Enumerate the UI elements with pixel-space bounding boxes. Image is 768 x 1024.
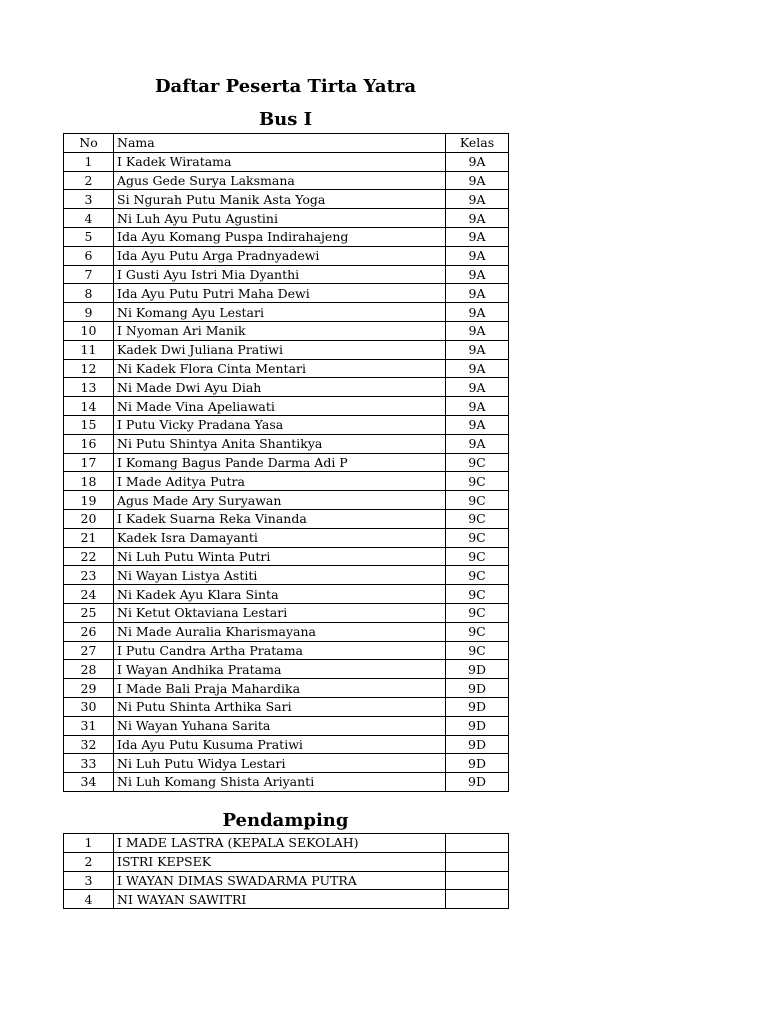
cell-kelas: 9C — [446, 528, 509, 547]
cell-no: 28 — [64, 660, 114, 679]
cell-no: 23 — [64, 566, 114, 585]
table-row — [64, 434, 509, 453]
cell-kelas: 9C — [446, 622, 509, 641]
table-row — [64, 453, 509, 472]
table-row — [64, 528, 509, 547]
table-row — [64, 834, 509, 853]
cell-nama: Ni Luh Putu Widya Lestari — [114, 754, 446, 773]
cell-nama: I Made Aditya Putra — [114, 472, 446, 491]
cell-no: 2 — [64, 852, 114, 871]
cell-no: 22 — [64, 547, 114, 566]
cell-kelas: 9C — [446, 491, 509, 510]
table-row — [64, 754, 509, 773]
cell-nama: Kadek Isra Damayanti — [114, 528, 446, 547]
cell-nama: Agus Gede Surya Laksmana — [114, 171, 446, 190]
table-row — [64, 871, 509, 890]
cell-nama: Ida Ayu Putu Kusuma Pratiwi — [114, 735, 446, 754]
table-row — [64, 585, 509, 604]
cell-kelas: 9C — [446, 585, 509, 604]
cell-kelas: 9A — [446, 265, 509, 284]
cell-kelas: 9A — [446, 246, 509, 265]
cell-nama: Ni Putu Shinta Arthika Sari — [114, 697, 446, 716]
table-row — [64, 622, 509, 641]
cell-nama: I Nyoman Ari Manik — [114, 321, 446, 340]
cell-no: 18 — [64, 472, 114, 491]
table-row — [64, 890, 509, 909]
cell-nama: I WAYAN DIMAS SWADARMA PUTRA — [114, 871, 446, 890]
cell-no: 3 — [64, 190, 114, 209]
cell-nama: Ida Ayu Putu Putri Maha Dewi — [114, 284, 446, 303]
cell-no: 13 — [64, 378, 114, 397]
cell-no: 27 — [64, 641, 114, 660]
cell-no: 10 — [64, 321, 114, 340]
cell-kelas: 9C — [446, 641, 509, 660]
cell-kelas: 9D — [446, 735, 509, 754]
cell-no: 12 — [64, 359, 114, 378]
cell-nama: Ni Kadek Flora Cinta Mentari — [114, 359, 446, 378]
cell-no: 31 — [64, 716, 114, 735]
cell-kelas: 9D — [446, 660, 509, 679]
cell-kelas: 9A — [446, 340, 509, 359]
cell-kelas: 9A — [446, 397, 509, 416]
cell-nama: Ni Made Vina Apeliawati — [114, 397, 446, 416]
table-row — [64, 547, 509, 566]
column-header-no: No — [64, 134, 114, 153]
cell-kelas: 9A — [446, 209, 509, 228]
cell-no: 3 — [64, 871, 114, 890]
table-row — [64, 735, 509, 754]
cell-nama: Ni Wayan Listya Astiti — [114, 566, 446, 585]
cell-kelas: 9A — [446, 359, 509, 378]
table-row — [64, 415, 509, 434]
cell-no: 21 — [64, 528, 114, 547]
document-subtitle: Bus I — [258, 109, 313, 130]
cell-nama: Kadek Dwi Juliana Pratiwi — [114, 340, 446, 359]
cell-nama: NI WAYAN SAWITRI — [114, 890, 446, 909]
cell-nama: Ni Kadek Ayu Klara Sinta — [114, 585, 446, 604]
cell-kelas: 9A — [446, 171, 509, 190]
table-row — [64, 472, 509, 491]
cell-no: 14 — [64, 397, 114, 416]
cell-kelas: 9C — [446, 547, 509, 566]
cell-no: 30 — [64, 697, 114, 716]
cell-nama: Ni Wayan Yuhana Sarita — [114, 716, 446, 735]
cell-no: 8 — [64, 284, 114, 303]
cell-kelas: 9A — [446, 190, 509, 209]
cell-kelas: 9A — [446, 284, 509, 303]
cell-nama: I Gusti Ayu Istri Mia Dyanthi — [114, 265, 446, 284]
cell-no: 19 — [64, 491, 114, 510]
cell-no: 1 — [64, 152, 114, 171]
cell-nama: Ni Luh Ayu Putu Agustini — [114, 209, 446, 228]
cell-no: 26 — [64, 622, 114, 641]
cell-no: 33 — [64, 754, 114, 773]
cell-nama: I Made Bali Praja Mahardika — [114, 679, 446, 698]
peserta-table — [63, 133, 509, 792]
cell-kelas: 9D — [446, 716, 509, 735]
table-row — [64, 716, 509, 735]
table-row — [64, 603, 509, 622]
cell-no: 11 — [64, 340, 114, 359]
cell-kelas — [446, 871, 509, 890]
table-row — [64, 265, 509, 284]
table-row — [64, 397, 509, 416]
pendamping-table-body — [64, 834, 509, 909]
cell-no: 4 — [64, 209, 114, 228]
cell-kelas: 9A — [446, 415, 509, 434]
cell-nama: I Putu Candra Artha Pratama — [114, 641, 446, 660]
cell-kelas: 9A — [446, 434, 509, 453]
table-row — [64, 660, 509, 679]
cell-no: 16 — [64, 434, 114, 453]
cell-kelas: 9C — [446, 472, 509, 491]
table-row — [64, 378, 509, 397]
cell-nama: Ni Made Dwi Ayu Diah — [114, 378, 446, 397]
cell-nama: Si Ngurah Putu Manik Asta Yoga — [114, 190, 446, 209]
cell-kelas — [446, 890, 509, 909]
column-header-kelas: Kelas — [446, 134, 509, 153]
cell-no: 17 — [64, 453, 114, 472]
cell-no: 32 — [64, 735, 114, 754]
cell-nama: Ni Putu Shintya Anita Shantikya — [114, 434, 446, 453]
cell-kelas: 9C — [446, 566, 509, 585]
cell-kelas: 9D — [446, 773, 509, 792]
cell-kelas: 9A — [446, 227, 509, 246]
cell-nama: Ni Luh Putu Winta Putri — [114, 547, 446, 566]
document-title: Daftar Peserta Tirta Yatra — [154, 76, 417, 97]
table-row — [64, 227, 509, 246]
cell-kelas: 9A — [446, 321, 509, 340]
cell-kelas: 9A — [446, 378, 509, 397]
pendamping-table — [63, 833, 509, 909]
cell-no: 5 — [64, 227, 114, 246]
cell-no: 6 — [64, 246, 114, 265]
table-row — [64, 491, 509, 510]
table-row — [64, 852, 509, 871]
cell-no: 34 — [64, 773, 114, 792]
table-header-row — [64, 134, 509, 153]
column-header-nama: Nama — [114, 134, 446, 153]
cell-kelas: 9C — [446, 603, 509, 622]
cell-no: 15 — [64, 415, 114, 434]
pendamping-heading: Pendamping — [222, 810, 349, 831]
table-row — [64, 697, 509, 716]
cell-nama: Ida Ayu Putu Arga Pradnyadewi — [114, 246, 446, 265]
cell-kelas: 9C — [446, 509, 509, 528]
cell-nama: Ni Ketut Oktaviana Lestari — [114, 603, 446, 622]
cell-no: 29 — [64, 679, 114, 698]
cell-no: 24 — [64, 585, 114, 604]
cell-kelas: 9C — [446, 453, 509, 472]
cell-nama: ISTRI KEPSEK — [114, 852, 446, 871]
table-row — [64, 340, 509, 359]
table-row — [64, 303, 509, 322]
cell-no: 25 — [64, 603, 114, 622]
cell-kelas: 9D — [446, 754, 509, 773]
cell-kelas: 9A — [446, 152, 509, 171]
cell-no: 20 — [64, 509, 114, 528]
cell-nama: I Putu Vicky Pradana Yasa — [114, 415, 446, 434]
table-row — [64, 679, 509, 698]
table-row — [64, 641, 509, 660]
cell-nama: Agus Made Ary Suryawan — [114, 491, 446, 510]
cell-kelas: 9A — [446, 303, 509, 322]
cell-nama: Ni Komang Ayu Lestari — [114, 303, 446, 322]
cell-nama: I Kadek Wiratama — [114, 152, 446, 171]
table-row — [64, 773, 509, 792]
table-row — [64, 246, 509, 265]
cell-nama: I MADE LASTRA (KEPALA SEKOLAH) — [114, 834, 446, 853]
cell-nama: Ni Made Auralia Kharismayana — [114, 622, 446, 641]
table-row — [64, 284, 509, 303]
cell-kelas: 9D — [446, 697, 509, 716]
cell-no: 2 — [64, 171, 114, 190]
cell-kelas — [446, 852, 509, 871]
table-row — [64, 171, 509, 190]
cell-nama: Ida Ayu Komang Puspa Indirahajeng — [114, 227, 446, 246]
cell-no: 7 — [64, 265, 114, 284]
table-row — [64, 152, 509, 171]
cell-kelas: 9D — [446, 679, 509, 698]
cell-kelas — [446, 834, 509, 853]
table-row — [64, 190, 509, 209]
table-row — [64, 566, 509, 585]
table-row — [64, 359, 509, 378]
cell-nama: I Wayan Andhika Pratama — [114, 660, 446, 679]
table-row — [64, 509, 509, 528]
cell-nama: I Kadek Suarna Reka Vinanda — [114, 509, 446, 528]
cell-no: 4 — [64, 890, 114, 909]
cell-no: 1 — [64, 834, 114, 853]
table-row — [64, 209, 509, 228]
peserta-table-body — [64, 152, 509, 791]
cell-nama: Ni Luh Komang Shista Ariyanti — [114, 773, 446, 792]
table-row — [64, 321, 509, 340]
cell-no: 9 — [64, 303, 114, 322]
cell-nama: I Komang Bagus Pande Darma Adi P — [114, 453, 446, 472]
